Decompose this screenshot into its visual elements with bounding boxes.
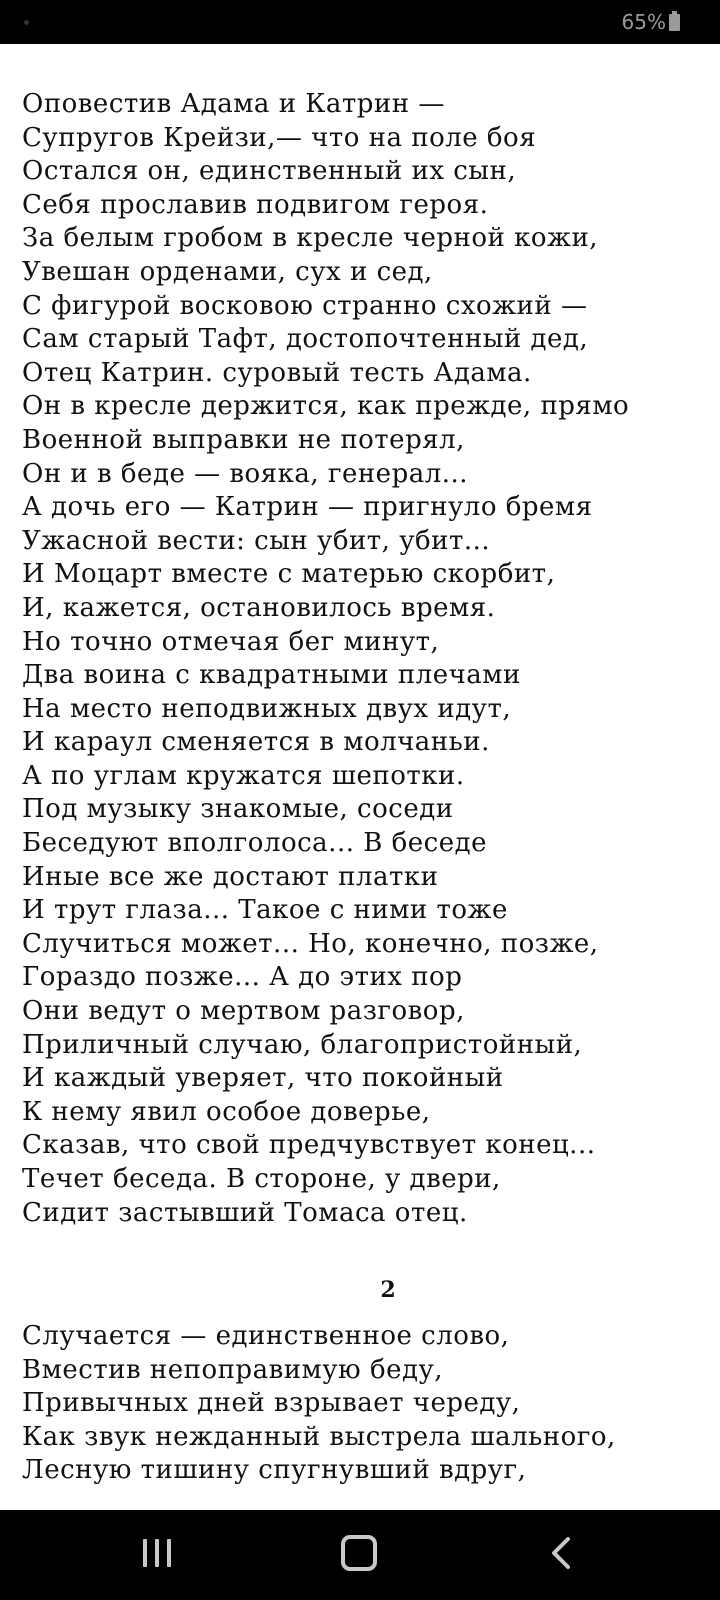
poem-line: Как звук нежданный выстрела шального,: [22, 1421, 616, 1452]
back-chevron-icon: [548, 1535, 574, 1571]
poem-line: Лесную тишину спугнувший вдруг,: [22, 1455, 527, 1486]
navigation-bar: [0, 1510, 720, 1600]
poem-line: Случиться может... Но, конечно, позже,: [22, 928, 599, 959]
battery-icon: [669, 14, 680, 31]
poem-line: Сидит застывший Томаса отец.: [22, 1197, 468, 1228]
poem-line: Течет беседа. В стороне, у двери,: [22, 1164, 501, 1194]
recent-apps-button[interactable]: [127, 1528, 187, 1578]
poem-line: Вместив непоправимую беду,: [22, 1354, 444, 1385]
poem-line: Военной выправки не потерял,: [22, 424, 465, 455]
poem-line: Сам старый Тафт, достопочтенный дед,: [22, 324, 589, 355]
poem-line: Оповестив Адама и Катрин —: [22, 89, 445, 119]
book-page[interactable]: [0, 44, 720, 1510]
recents-icon: [143, 1539, 171, 1567]
status-bar: [0, 0, 720, 44]
poem-line: Отец Катрин. суровый тесть Адама.: [22, 357, 532, 388]
poem-line: И, кажется, остановилось время.: [22, 592, 496, 623]
poem-line: И Моцарт вместе с матерью скорбит,: [22, 559, 556, 590]
poem-line: Себя прославив подвигом героя.: [22, 189, 489, 220]
poem-line: Супругов Крейзи,— что на поле боя: [22, 122, 537, 153]
battery-indicator: [622, 8, 680, 36]
poem-line: И каждый уверяет, что покойный: [22, 1063, 504, 1094]
poem-line: А дочь его — Катрин — пригнуло бремя: [22, 492, 593, 523]
poem-line: Он в кресле держится, как прежде, прямо: [22, 391, 630, 422]
poem-line: На место неподвижных двух идут,: [22, 693, 512, 724]
poem-line: Ужасной вести: сын убит, убит...: [22, 525, 491, 556]
section-number: 2: [380, 1277, 396, 1303]
poem-line: И трут глаза... Такое с ними тоже: [22, 895, 508, 926]
poem-line: Под музыку знакомые, соседи: [22, 794, 454, 825]
poem-line: Увешан орденами, сух и сед,: [22, 256, 433, 287]
poem-line: Беседуют вполголоса... В беседе: [22, 828, 487, 859]
poem-line: Остался он, единственный их сын,: [22, 156, 517, 187]
poem-line: А по углам кружатся шепотки.: [22, 760, 465, 791]
poem-line: За белым гробом в кресле черной кожи,: [22, 223, 599, 254]
poem-line: Он и в беде — вояка, генерал...: [22, 458, 469, 489]
battery-percent: 65%: [621, 10, 666, 34]
poem-line: Привычных дней взрывает череду,: [22, 1388, 521, 1419]
poem-line: Иные все же достают платки: [22, 861, 439, 892]
poem-line: Случается — единственное слово,: [22, 1321, 510, 1351]
poem-line: И караул сменяется в молчаньи.: [22, 727, 490, 758]
poem-line: Но точно отмечая бег минут,: [22, 626, 440, 657]
poem-line: К нему явил особое доверье,: [22, 1096, 431, 1127]
poem-verse: [22, 88, 712, 1230]
poem-line: Сказав, что свой предчувствует конец...: [22, 1130, 596, 1161]
poem-line: Гораздо позже... А до этих пор: [22, 962, 463, 993]
poem-line: Они ведут о мертвом разговор,: [22, 996, 465, 1027]
back-button[interactable]: [531, 1528, 591, 1578]
poem-line: Приличный случаю, благопристойный,: [22, 1029, 583, 1060]
notification-dot-icon: [24, 20, 29, 25]
poem-verse-section-2: [22, 1320, 720, 1488]
poem-line: С фигурой восковою странно схожий —: [22, 290, 588, 321]
home-button[interactable]: [329, 1528, 389, 1578]
home-icon: [341, 1535, 377, 1571]
poem-line: Два воина с квадратными плечами: [22, 660, 521, 691]
